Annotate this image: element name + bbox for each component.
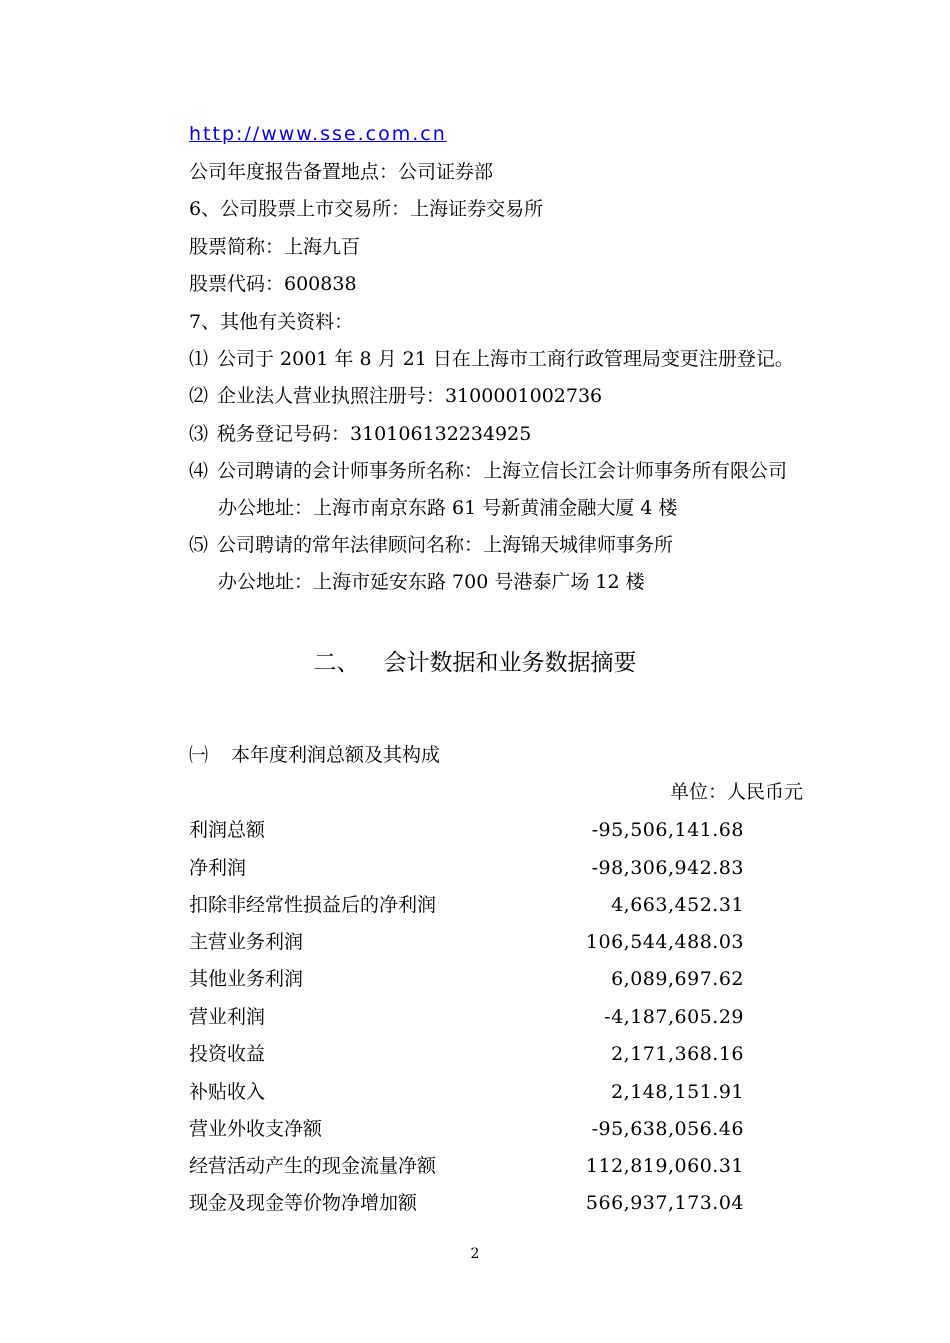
stock-exchange: 6、公司股票上市交易所：上海证券交易所 (189, 198, 544, 220)
row-value: 6,089,697.62 (611, 968, 744, 990)
stock-code: 股票代码：600838 (189, 273, 357, 295)
subsection-heading (189, 743, 440, 767)
row-label: 营业外收支净额 (189, 1118, 323, 1140)
row-value: -4,187,605.29 (604, 1006, 744, 1028)
section-number: 二、 (313, 650, 360, 676)
section-heading (0, 648, 950, 678)
row-label: 扣除非经常性损益后的净利润 (189, 894, 437, 916)
row-label: 其他业务利润 (189, 968, 304, 990)
item-text: 税务登记号码：310106132234925 (217, 423, 532, 445)
row-value: 106,544,488.03 (585, 931, 744, 953)
row-label: 主营业务利润 (189, 931, 304, 953)
row-label: 利润总额 (189, 819, 266, 841)
section-title: 会计数据和业务数据摘要 (383, 650, 637, 676)
table-row (189, 1080, 744, 1104)
row-label: 经营活动产生的现金流量净额 (189, 1155, 437, 1177)
table-row (189, 1154, 744, 1178)
table-row (189, 856, 744, 880)
sse-url-link[interactable]: http://www.sse.com.cn (189, 123, 447, 145)
table-row (189, 818, 744, 842)
subsection-title: 本年度利润总额及其构成 (231, 744, 441, 766)
item-text: 公司聘请的常年法律顾问名称：上海锦天城律师事务所 (217, 534, 674, 556)
row-value: -98,306,942.83 (591, 857, 744, 879)
row-label: 净利润 (189, 857, 247, 879)
report-location: 公司年度报告备置地点：公司证券部 (189, 161, 494, 183)
row-value: -95,506,141.68 (591, 819, 744, 841)
item-mark: ⑵ (189, 385, 209, 407)
item-text: 公司聘请的会计师事务所名称：上海立信长江会计师事务所有限公司 (217, 460, 788, 482)
table-row (189, 930, 744, 954)
other-info-item (189, 347, 794, 371)
row-label: 投资收益 (189, 1043, 266, 1065)
law-firm-address: 办公地址：上海市延安东路 700 号港泰广场 12 楼 (218, 571, 645, 593)
row-value: 566,937,173.04 (585, 1192, 744, 1214)
row-value: 2,148,151.91 (611, 1081, 744, 1103)
item-mark: ⑸ (189, 534, 209, 556)
page-number: 2 (470, 1246, 480, 1262)
row-label: 营业利润 (189, 1006, 266, 1028)
item-text: 公司于 2001 年 8 月 21 日在上海市工商行政管理局变更注册登记。 (217, 348, 794, 370)
subsection-mark: ㈠ (189, 744, 209, 766)
row-value: -95,638,056.46 (591, 1118, 744, 1140)
other-info-item (189, 533, 673, 557)
item-mark: ⑴ (189, 348, 209, 370)
row-value: 112,819,060.31 (585, 1155, 744, 1177)
table-row (189, 1191, 744, 1215)
other-info-item (189, 422, 531, 446)
item-mark: ⑷ (189, 460, 209, 482)
table-row (189, 893, 744, 917)
unit-label: 单位：人民币元 (669, 781, 803, 803)
stock-name: 股票简称：上海九百 (189, 236, 361, 258)
table-row (189, 1005, 744, 1029)
item-mark: ⑶ (189, 423, 209, 445)
other-info-title: 7、其他有关资料： (189, 311, 354, 333)
accounting-firm-address: 办公地址：上海市南京东路 61 号新黄浦金融大厦 4 楼 (218, 497, 678, 519)
other-info-item (189, 459, 787, 483)
table-row (189, 1117, 744, 1141)
table-row (189, 1042, 744, 1066)
item-text: 企业法人营业执照注册号：3100001002736 (217, 385, 603, 407)
row-value: 2,171,368.16 (611, 1043, 744, 1065)
row-label: 现金及现金等价物净增加额 (189, 1192, 418, 1214)
other-info-item (189, 384, 602, 408)
table-row (189, 967, 744, 991)
row-label: 补贴收入 (189, 1081, 266, 1103)
row-value: 4,663,452.31 (611, 894, 744, 916)
